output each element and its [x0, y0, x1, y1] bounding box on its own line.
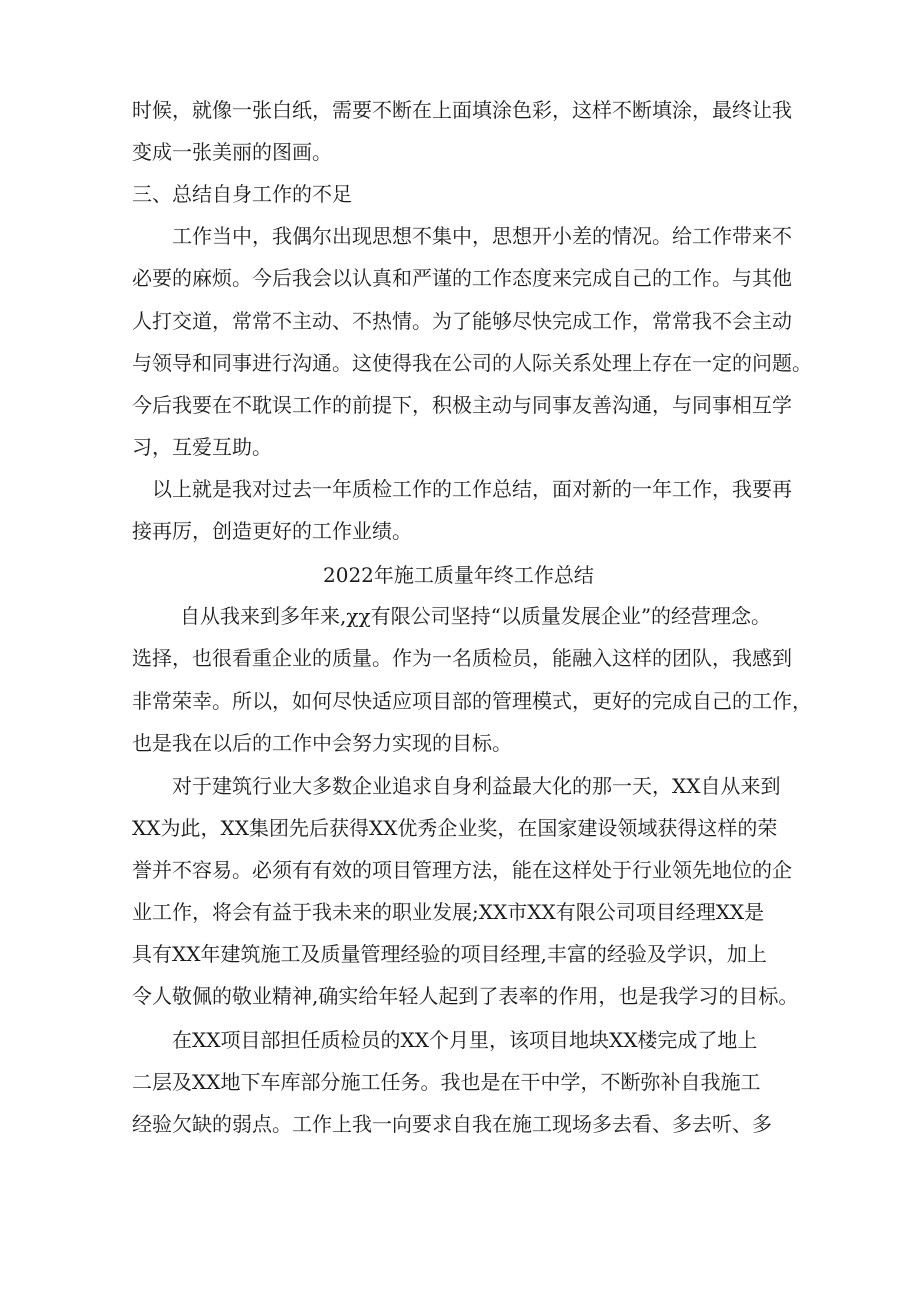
- text-line-2: 变成一张美丽的图画。: [132, 140, 332, 164]
- section-heading: 三、总结自身工作的不足: [132, 182, 352, 206]
- text-line-21: 具有XX年建筑施工及质量管理经验的项目经理,丰富的经验及学识，加上: [132, 942, 767, 966]
- document-title: 2022年施工质量年终工作总结: [323, 563, 594, 587]
- text-line-11: 接再厉，创造更好的工作业绩。: [132, 519, 412, 543]
- text-line-17: 对于建筑行业大多数企业追求自身利益最大化的那一天，XX自从来到: [172, 774, 781, 798]
- text-line-13: 自从我来到多年来,χχ有限公司坚持“以质量发展企业”的经营理念。: [180, 604, 772, 628]
- text-line-9: 习，互爱互助。: [132, 435, 272, 459]
- text-line-24: 二层及XX地下车库部分施工任务。我也是在干中学，不断弥补自我施工: [132, 1070, 761, 1094]
- text-line-6: 人打交道，常常不主动、不热情。为了能够尽快完成工作，常常我不会主动: [132, 309, 792, 333]
- text-line-7: 与领导和同事进行沟通。这使得我在公司的人际关系处理上存在一定的问题。: [132, 351, 812, 375]
- text-line-1: 时候，就像一张白纸，需要不断在上面填涂色彩，这样不断填涂，最终让我: [132, 98, 792, 122]
- text-line-18: XX为此，XX集团先后获得XX优秀企业奖，在国家建设领域获得这样的荣: [132, 816, 778, 840]
- text-line-19: 誉并不容易。必须有有效的项目管理方法，能在这样处于行业领先地位的企: [132, 858, 792, 882]
- text-line-8: 今后我要在不耽误工作的前提下，积极主动与同事友善沟通，与同事相互学: [132, 393, 792, 417]
- text-line-22: 令人敬佩的敬业精神,确实给年轻人起到了表率的作用，也是我学习的目标。: [132, 984, 799, 1008]
- text-line-5: 必要的麻烦。今后我会以认真和严谨的工作态度来完成自己的工作。与其他: [132, 266, 792, 290]
- text-line-25: 经验欠缺的弱点。工作上我一向要求自我在施工现场多去看、多去听、多: [132, 1112, 772, 1136]
- text-line-16: 也是我在以后的工作中会努力实现的目标。: [132, 731, 512, 755]
- text-line-23: 在XX项目部担任质检员的XX个月里，该项目地块XX楼完成了地上: [172, 1028, 758, 1052]
- text-line-4: 工作当中，我偶尔出现思想不集中，思想开小差的情况。给工作带来不: [172, 224, 792, 248]
- text-line-10: 以上就是我对过去一年质检工作的工作总结，面对新的一年工作，我要再: [152, 477, 792, 501]
- text-line-14: 选择，也很看重企业的质量。作为一名质检员，能融入这样的团队，我感到: [132, 646, 792, 670]
- text-line-15: 非常荣幸。所以，如何尽快适应项目部的管理模式，更好的完成自己的工作，: [132, 689, 812, 713]
- text-line-20: 业工作，将会有益于我未来的职业发展;XX市XX有限公司项目经理XX是: [132, 900, 765, 924]
